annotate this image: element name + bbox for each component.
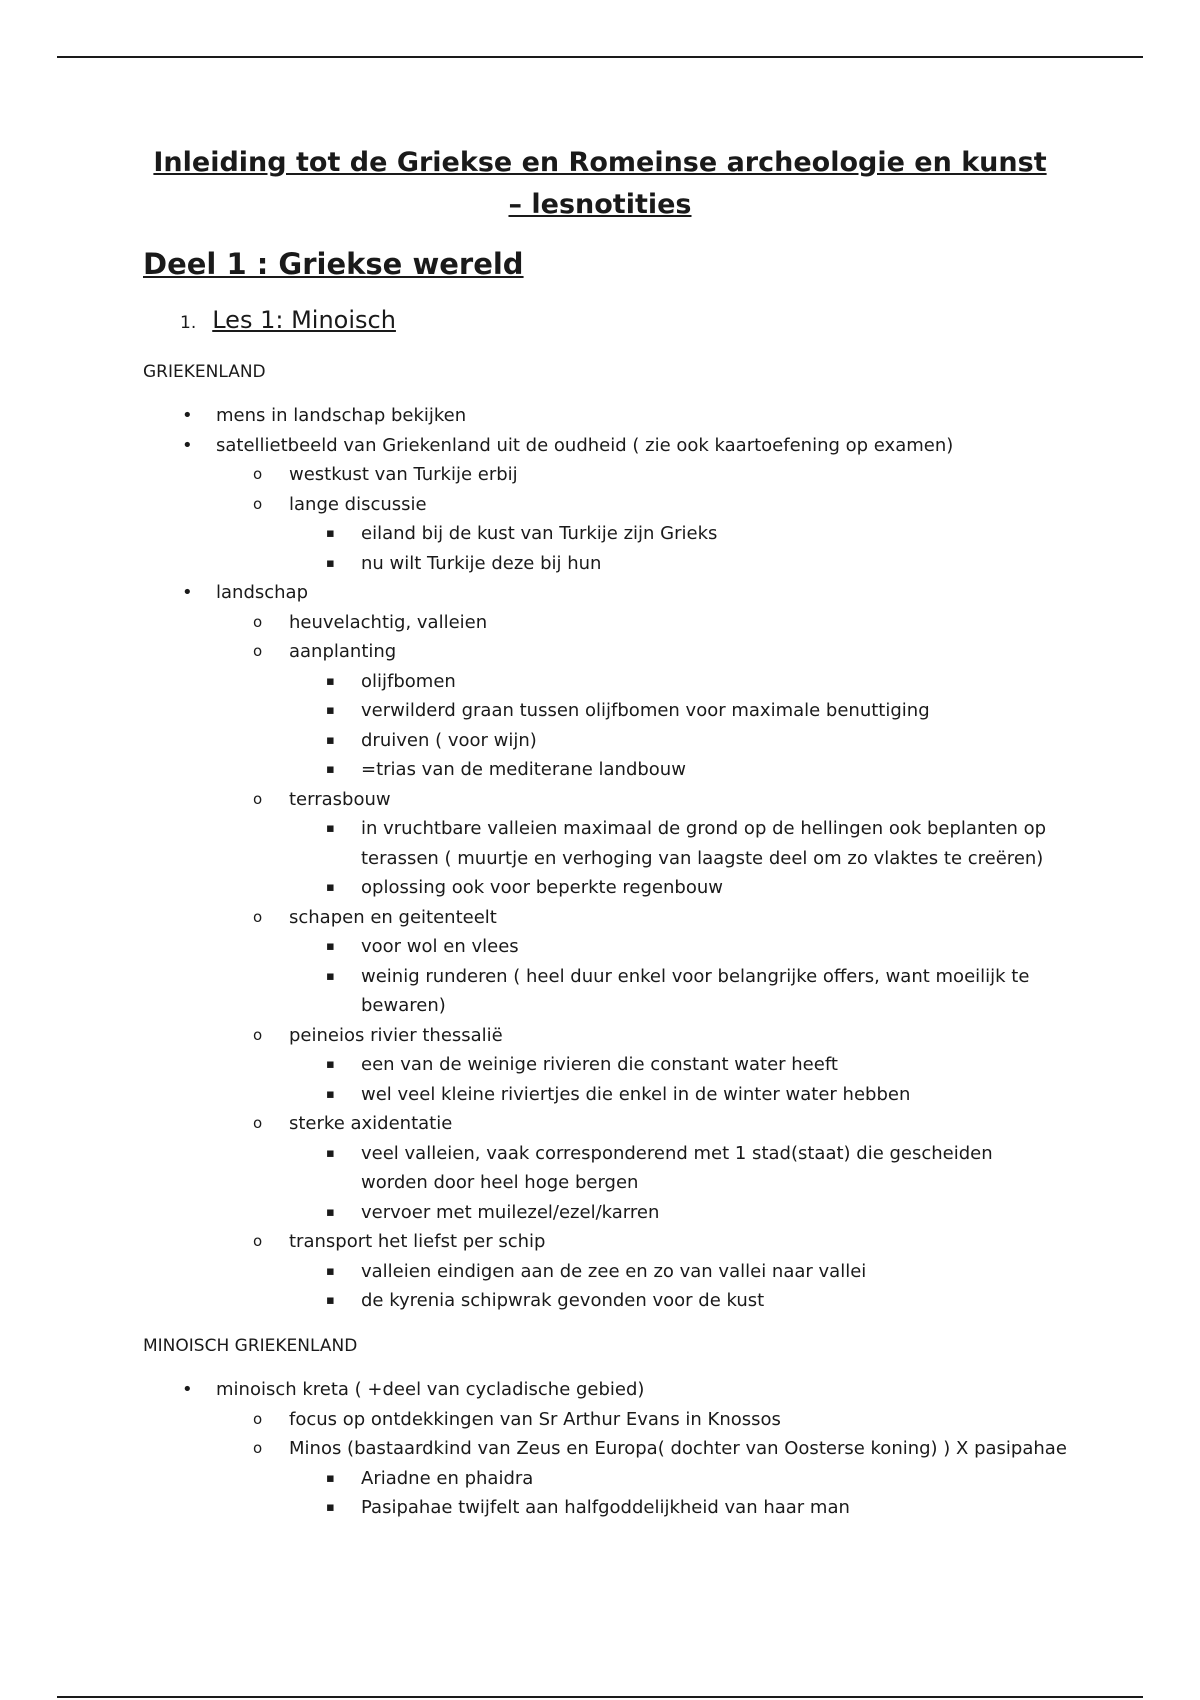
list-item-text: peineios rivier thessalië [289, 1024, 503, 1046]
list-item-text: oplossing ook voor beperkte regenbouw [361, 877, 723, 898]
bullet-icon: ▪ [326, 1293, 335, 1308]
list-item [0, 667, 1200, 697]
bullet-icon: o [253, 612, 263, 631]
document-title [0, 142, 1200, 226]
bullet-icon: o [253, 465, 263, 483]
list-item-text: veel valleien, vaak corresponderend met 1 stad(staat) die gescheiden worden door heel hoge bergen [361, 1142, 993, 1193]
list-item [0, 962, 1200, 1021]
list-item [0, 460, 1200, 490]
list-item [0, 1434, 1200, 1464]
list-item [0, 873, 1200, 903]
list-item-text: druiven ( voor wijn) [361, 729, 537, 751]
list-item [0, 1227, 1200, 1257]
list-item [0, 490, 1200, 520]
bullet-icon: ▪ [326, 732, 335, 748]
bullet-icon: o [253, 1439, 263, 1457]
bullet-icon: o [253, 1025, 263, 1044]
list-item [0, 726, 1200, 756]
list-item-text: valleien eindigen aan de zee en zo van vallei naar vallei [361, 1260, 867, 1282]
list-item [0, 1375, 1200, 1405]
bullet-icon: ▪ [326, 1500, 335, 1515]
bullet-icon: o [253, 789, 263, 808]
list-item [0, 431, 1200, 461]
list-item-text: weinig runderen ( heel duur enkel voor belangrijke offers, want moeilijk te bewaren) [361, 965, 1030, 1016]
list-item-text: verwilderd graan tussen olijfbomen voor maximale benuttiging [361, 700, 930, 721]
footer-rule [57, 1696, 1143, 1698]
list-item [0, 755, 1200, 785]
lesson-title: Les 1: Minoisch [212, 306, 396, 334]
list-item-text: een van de weinige rivieren die constant water heeft [361, 1054, 838, 1075]
title-line-2: – lesnotities [508, 189, 692, 220]
list-item-text: terrasbouw [289, 788, 391, 810]
list-item [0, 637, 1200, 667]
bullet-icon: ▪ [326, 555, 335, 571]
bullet-icon: ▪ [326, 1263, 335, 1279]
title-line-1: Inleiding tot de Griekse en Romeinse archeologie en kunst [153, 147, 1047, 178]
list-item [0, 1080, 1200, 1110]
section-list-griekenland [0, 401, 1200, 1316]
list-item [0, 903, 1200, 933]
list-item-text: in vruchtbare valleien maximaal de grond op de hellingen ook beplanten op terassen ( muurtje en verhoging van laagste deel om zo vlaktes te creëren) [361, 818, 1047, 869]
list-item [0, 1109, 1200, 1139]
list-item-text: Pasipahae twijfelt aan halfgoddelijkheid van haar man [361, 1497, 850, 1518]
list-item-text: nu wilt Turkije deze bij hun [361, 552, 602, 574]
bullet-icon: o [253, 1232, 263, 1250]
list-item [0, 549, 1200, 579]
bullet-icon: ▪ [326, 1145, 335, 1161]
lesson-heading [180, 302, 396, 341]
list-item [0, 1257, 1200, 1287]
bullet-icon: o [253, 1409, 263, 1428]
list-item-text: mens in landschap bekijken [216, 405, 467, 426]
list-item [0, 1139, 1200, 1198]
list-item-text: =trias van de mediterane landbouw [361, 759, 686, 780]
list-item-text: aanplanting [289, 641, 397, 662]
list-item [0, 932, 1200, 962]
lesson-number: 1. [180, 313, 197, 333]
bullet-icon: ▪ [326, 939, 335, 954]
bullet-icon: o [253, 1114, 263, 1132]
bullet-icon: ▪ [326, 1086, 335, 1102]
list-item-text: minoisch kreta ( +deel van cycladische gebied) [216, 1379, 645, 1400]
bullet-icon: o [253, 907, 263, 926]
list-item [0, 814, 1200, 873]
list-item-text: eiland bij de kust van Turkije zijn Grieks [361, 523, 718, 544]
list-item-text: Ariadne en phaidra [361, 1467, 534, 1489]
list-item-text: voor wol en vlees [361, 936, 519, 957]
list-item-text: sterke axidentatie [289, 1113, 453, 1134]
bullet-icon: o [253, 494, 263, 513]
part-heading: Deel 1 : Griekse wereld [143, 247, 524, 281]
list-item [0, 696, 1200, 726]
list-item-text: wel veel kleine riviertjes die enkel in de winter water hebben [361, 1083, 911, 1105]
bullet-icon: ▪ [326, 762, 335, 777]
bullet-icon: ▪ [326, 1470, 335, 1486]
list-item [0, 785, 1200, 815]
section-label-minoisch: MINOISCH GRIEKENLAND [143, 1336, 358, 1356]
list-item-text: heuvelachtig, valleien [289, 611, 488, 633]
list-item [0, 401, 1200, 431]
list-item-text: olijfbomen [361, 670, 456, 692]
bullet-icon: • [182, 1379, 193, 1400]
bullet-icon: ▪ [326, 1204, 335, 1220]
bullet-icon: • [182, 582, 193, 603]
section-label-griekenland: GRIEKENLAND [143, 362, 266, 382]
bullet-icon: ▪ [326, 880, 335, 895]
list-item [0, 1050, 1200, 1080]
list-item-text: westkust van Turkije erbij [289, 464, 518, 485]
list-item-text: satellietbeeld van Griekenland uit de oudheid ( zie ook kaartoefening op examen) [216, 434, 954, 456]
list-item [0, 608, 1200, 638]
bullet-icon: ▪ [326, 968, 335, 984]
bullet-icon: o [253, 642, 263, 660]
bullet-icon: ▪ [326, 673, 335, 689]
list-item [0, 578, 1200, 608]
bullet-icon: ▪ [326, 526, 335, 541]
list-item-text: focus op ontdekkingen van Sr Arthur Evans in Knossos [289, 1408, 781, 1430]
header-rule [57, 56, 1143, 58]
list-item-text: de kyrenia schipwrak gevonden voor de kust [361, 1290, 765, 1311]
bullet-icon: • [182, 434, 193, 456]
list-item [0, 1021, 1200, 1051]
list-item-text: schapen en geitenteelt [289, 906, 497, 928]
list-item-text: vervoer met muilezel/ezel/karren [361, 1201, 660, 1223]
list-item-text: transport het liefst per schip [289, 1231, 546, 1252]
bullet-icon: • [182, 405, 193, 426]
list-item [0, 1493, 1200, 1523]
bullet-icon: ▪ [326, 1057, 335, 1072]
list-item-text: lange discussie [289, 493, 427, 515]
bullet-icon: ▪ [326, 703, 335, 718]
list-item [0, 1286, 1200, 1316]
list-item [0, 1198, 1200, 1228]
list-item [0, 1464, 1200, 1494]
list-item-text: landschap [216, 582, 309, 603]
list-item [0, 1405, 1200, 1435]
bullet-icon: ▪ [326, 821, 335, 836]
list-item-text: Minos (bastaardkind van Zeus en Europa( dochter van Oosterse koning) ) X pasipahae [289, 1438, 1067, 1459]
list-item [0, 519, 1200, 549]
section-list-minoisch [0, 1375, 1200, 1523]
